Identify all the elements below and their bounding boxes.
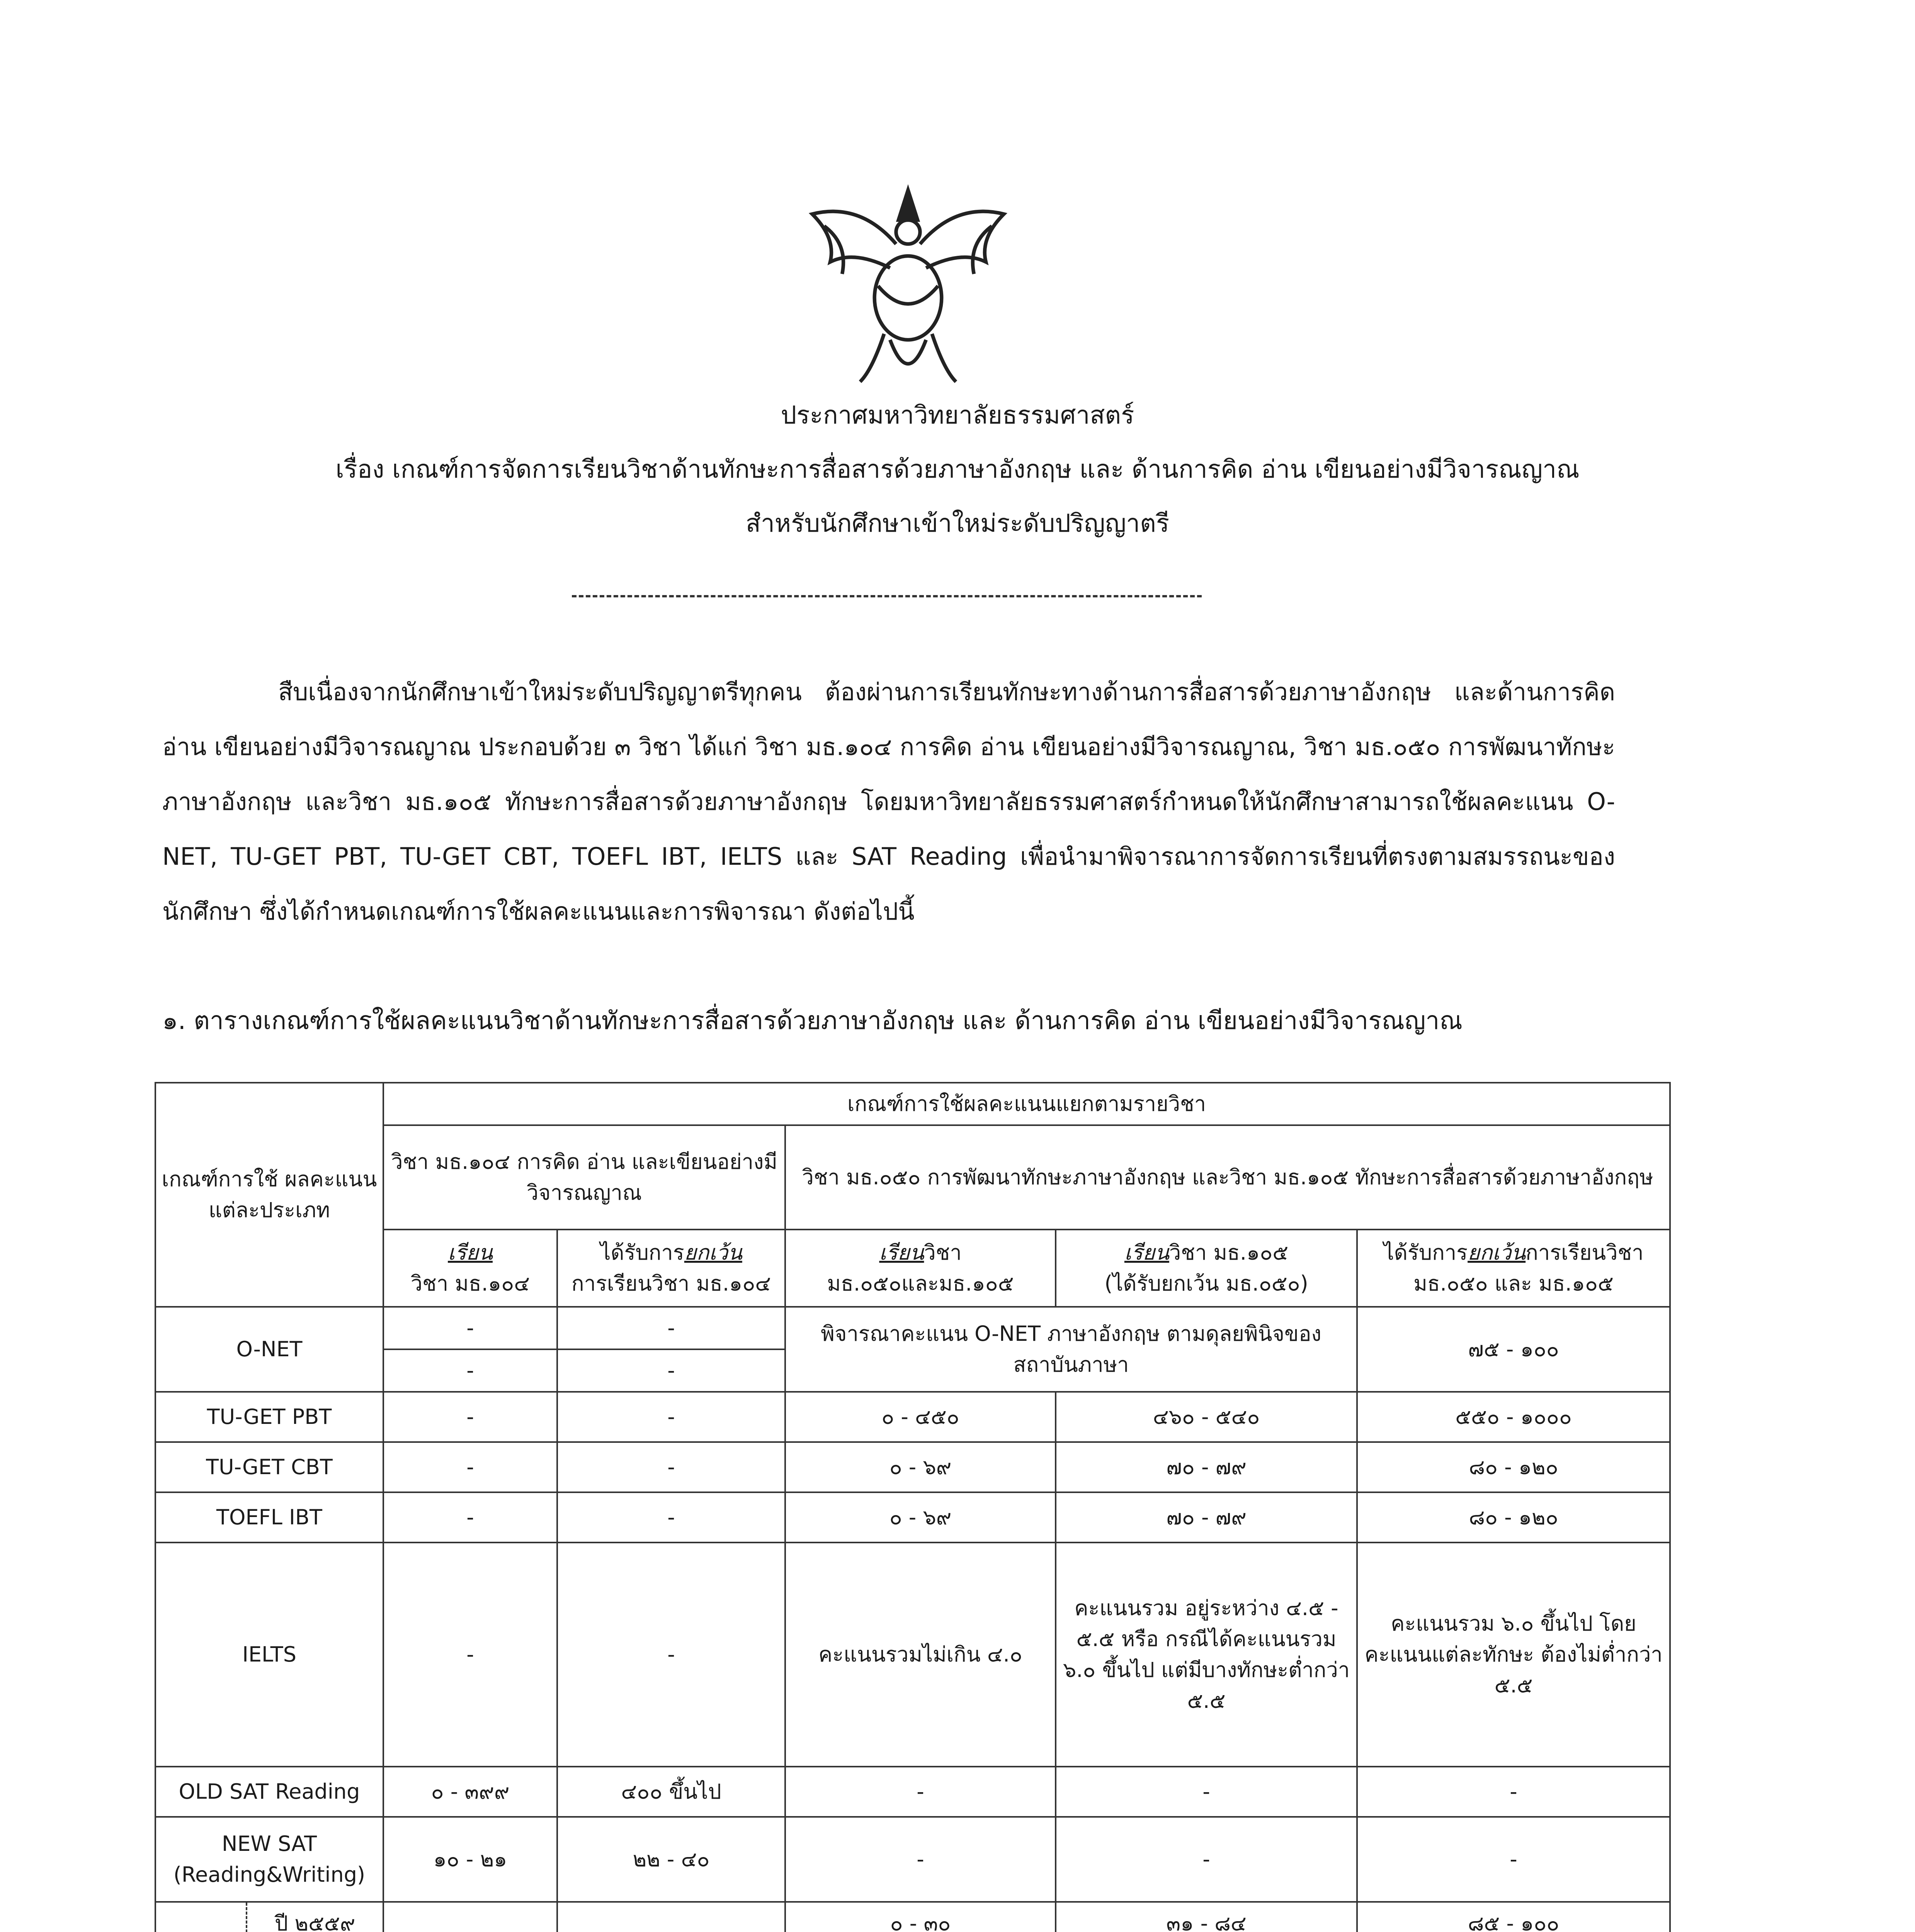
tctc-label-grid	[156, 1903, 383, 1932]
header-col-exempt-050-105	[1357, 1230, 1670, 1307]
announcement-subject: เรื่อง เกณฑ์การจัดการเรียนวิชาด้านทักษะการสื่อสารด้วยภาษาอังกฤษ และ ด้านการคิด อ่าน เขียนอย่างมีวิจารณญาณ	[335, 455, 1580, 484]
table-cell: -	[383, 1349, 557, 1392]
table-row-old-sat	[155, 1767, 1670, 1817]
table-cell: -	[557, 1492, 785, 1543]
header-tu104: วิชา มธ.๑๐๔ การคิด อ่าน และเขียนอย่างมีวิจารณญาณ	[383, 1125, 785, 1230]
table-cell: -	[557, 1307, 785, 1349]
row-label: OLD SAT Reading	[155, 1767, 383, 1817]
table-cell: ๔๐๐ ขึ้นไป	[557, 1767, 785, 1817]
header-col-study-105	[1056, 1230, 1357, 1307]
table-cell: -	[785, 1817, 1056, 1902]
table-cell: ๘๐ - ๑๒๐	[1357, 1492, 1670, 1543]
header-eng: วิชา มธ.๐๕๐ การพัฒนาทักษะภาษาอังกฤษ และวิชา มธ.๑๐๕ ทักษะการสื่อสารด้วยภาษาอังกฤษ	[785, 1125, 1670, 1230]
row-label-tctc	[155, 1902, 383, 1932]
table-cell: -	[1357, 1767, 1670, 1817]
garuda-emblem	[788, 178, 1028, 394]
row-label-line: NEW SAT	[221, 1832, 317, 1856]
table-cell: ๐ - ๓๐	[785, 1902, 1056, 1932]
header-text: การเรียนวิชา มธ.๑๐๔	[571, 1271, 771, 1296]
table-cell: -	[785, 1767, 1056, 1817]
row-label: TOEFL IBT	[155, 1492, 383, 1543]
table-cell: ๗๐ - ๗๙	[1056, 1492, 1357, 1543]
table-cell: ๗๕ - ๑๐๐	[1357, 1307, 1670, 1392]
header-group: เกณฑ์การใช้ผลคะแนนแยกตามรายวิชา	[383, 1083, 1670, 1125]
header-emphasis: เรียน	[447, 1240, 493, 1265]
table-cell: -	[557, 1392, 785, 1442]
header-text: วิชา	[924, 1240, 962, 1265]
header-emphasis: ยกเว้น	[1468, 1240, 1526, 1265]
table-cell: -	[557, 1442, 785, 1492]
row-label: TU-GET CBT	[155, 1442, 383, 1492]
table-cell: ๑๐ - ๒๑	[383, 1817, 557, 1902]
row-label: TU-GET PBT	[155, 1392, 383, 1442]
table-cell: ๓๑ - ๘๔	[1056, 1902, 1357, 1932]
header-text: (ได้รับยกเว้น มธ.๐๕๐)	[1104, 1271, 1308, 1296]
table-cell: ๐ - ๔๕๐	[785, 1392, 1056, 1442]
table-cell	[557, 1902, 785, 1932]
table-cell: -	[383, 1492, 557, 1543]
table-cell: คะแนนรวม ๖.๐ ขึ้นไป โดยคะแนนแต่ละทักษะ ต้องไม่ต่ำกว่า ๕.๕	[1357, 1543, 1670, 1767]
header-emphasis: ยกเว้น	[684, 1240, 742, 1265]
row-label: O-NET	[155, 1307, 383, 1392]
table-row-toefl	[155, 1492, 1670, 1543]
table-cell: -	[1056, 1767, 1357, 1817]
table-row-ielts	[155, 1543, 1670, 1767]
row-label	[156, 1903, 247, 1932]
table-cell: คะแนนรวมไม่เกิน ๔.๐	[785, 1543, 1056, 1767]
table-cell: -	[383, 1307, 557, 1349]
header-emphasis: เรียน	[879, 1240, 924, 1265]
table-row-tctc	[155, 1902, 1670, 1932]
table-cell: ๔๖๐ - ๕๔๐	[1056, 1392, 1357, 1442]
table-cell: ๗๐ - ๗๙	[1056, 1442, 1357, 1492]
table-cell: ๐ - ๓๙๙	[383, 1767, 557, 1817]
table-cell: -	[383, 1392, 557, 1442]
table-cell: ๕๕๐ - ๑๐๐๐	[1357, 1392, 1670, 1442]
header-text: วิชา มธ.๑๐๕	[1169, 1240, 1289, 1265]
header-criteria: เกณฑ์การใช้ ผลคะแนน แต่ละประเภท	[155, 1083, 383, 1307]
table-cell: คะแนนรวม อยู่ระหว่าง ๔.๕ - ๕.๕ หรือ กรณีได้คะแนนรวม ๖.๐ ขึ้นไป แต่มีบางทักษะต่ำกว่า ๕.๕	[1056, 1543, 1357, 1767]
table-cell: -	[1056, 1817, 1357, 1902]
table-row-new-sat	[155, 1817, 1670, 1902]
table-row-tuget-pbt	[155, 1392, 1670, 1442]
row-label	[155, 1817, 383, 1902]
table-cell: -	[557, 1349, 785, 1392]
table-cell	[383, 1902, 557, 1932]
table-cell: -	[557, 1543, 785, 1767]
table-row-tuget-cbt	[155, 1442, 1670, 1492]
header-text: วิชา มธ.๑๐๔	[410, 1271, 530, 1296]
criteria-table	[155, 1082, 1671, 1932]
table-row-onet	[155, 1307, 1670, 1349]
table-cell: -	[1357, 1817, 1670, 1902]
section-title: ๑. ตารางเกณฑ์การใช้ผลคะแนนวิชาด้านทักษะการสื่อสารด้วยภาษาอังกฤษ และ ด้านการคิด อ่าน เขียนอย่างมีวิจารณญาณ	[162, 1007, 1463, 1035]
dashed-divider	[572, 595, 1202, 597]
header-text: ได้รับการ	[1383, 1240, 1468, 1265]
table-cell: ๐ - ๖๙	[785, 1442, 1056, 1492]
row-label: IELTS	[155, 1543, 383, 1767]
table-cell: ๘๐ - ๑๒๐	[1357, 1442, 1670, 1492]
table-header-row	[155, 1083, 1670, 1125]
header-col-exempt-104	[557, 1230, 785, 1307]
announcement-title: ประกาศมหาวิทยาลัยธรรมศาสตร์	[781, 401, 1134, 430]
header-text: มธ.๐๕๐ และ มธ.๑๐๕	[1413, 1271, 1614, 1296]
header-col-study-104	[383, 1230, 557, 1307]
table-cell: พิจารณาคะแนน O-NET ภาษาอังกฤษ ตามดุลยพินิจของสถาบันภาษา	[785, 1307, 1357, 1392]
body-paragraph: สืบเนื่องจากนักศึกษาเข้าใหม่ระดับปริญญาตรีทุกคน ต้องผ่านการเรียนทักษะทางด้านการสื่อสารด้วยภาษาอังกฤษ และด้านการคิด อ่าน เขียนอย่างมีวิจารณญาณ ประกอบด้วย ๓ วิชา ได้แก่ วิชา มธ.๑๐๔ การคิด อ่าน เขียนอย่างมีวิจารณญาณ, วิชา มธ.๐๕๐ การพัฒนาทักษะภาษาอังกฤษ และวิชา มธ.๑๐๕ ทักษะการสื่อสารด้วยภาษาอังกฤษ โดยมหาวิทยาลัยธรรมศาสตร์กำหนดให้นักศึกษาสามารถใช้ผลคะแนน O-NET, TU-GET PBT, TU-GET CBT, TOEFL IBT, IELTS และ SAT Reading เพื่อนำมาพิจารณาการจัดการเรียนที่ตรงตามสมรรถนะของนักศึกษา ซึ่งได้กำหนดเกณฑ์การใช้ผลคะแนนและการพิจารณา ดังต่อไปนี้	[162, 678, 1615, 925]
header-text: ได้รับการ	[600, 1240, 684, 1265]
table-cell: -	[383, 1442, 557, 1492]
announcement-audience: สำหรับนักศึกษาเข้าใหม่ระดับปริญญาตรี	[745, 509, 1170, 538]
table-cell: ๐ - ๖๙	[785, 1492, 1056, 1543]
year-label: ปี ๒๕๕๙	[247, 1903, 383, 1932]
header-emphasis: เรียน	[1124, 1240, 1169, 1265]
header-col-study-050-105	[785, 1230, 1056, 1307]
header-text: การเรียนวิชา	[1526, 1240, 1644, 1265]
table-cell: ๒๒ - ๔๐	[557, 1817, 785, 1902]
table-cell: ๘๕ - ๑๐๐	[1357, 1902, 1670, 1932]
row-label-line: (Reading&Writing)	[173, 1862, 366, 1887]
header-text: มธ.๐๕๐และมธ.๑๐๕	[827, 1271, 1014, 1296]
table-cell: -	[383, 1543, 557, 1767]
